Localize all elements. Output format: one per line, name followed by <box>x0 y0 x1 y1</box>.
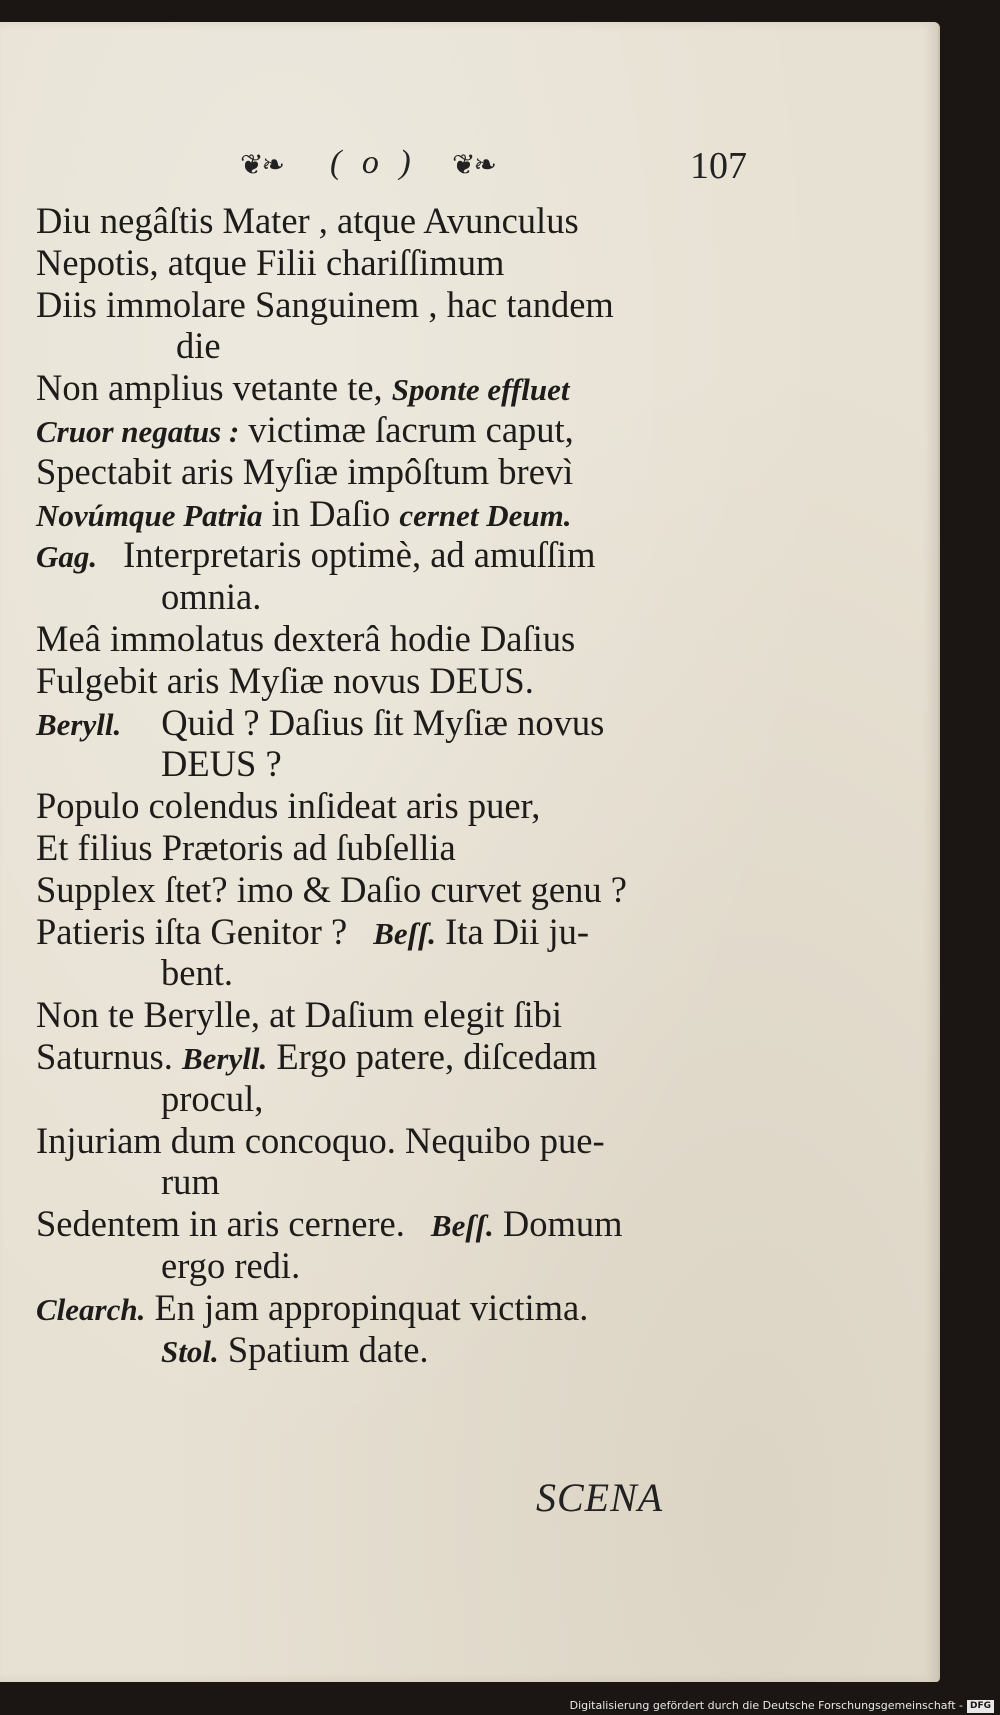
text-line: die <box>176 325 221 367</box>
text-line: procul, <box>161 1077 264 1119</box>
text-line: Nepotis, atque Filii chariſſimum <box>36 241 505 283</box>
text-line: Injuriam dum concoquo. Nequibo pue- <box>36 1119 605 1161</box>
speaker-label: Beryll. <box>36 706 122 742</box>
digitization-footer <box>0 1696 1000 1715</box>
text-line: Non amplius vetante te, Sponte effluet <box>36 367 570 409</box>
text-line: Diu negâſtis Mater , atque Avunculus <box>36 200 579 241</box>
text-line: Patieris iſta Genitor ? Beſſ. Ita Dii ju- <box>36 910 590 952</box>
text-line: ergo redi. <box>161 1244 301 1286</box>
speaker-label: Clearch. <box>36 1291 146 1327</box>
text-line: Non te Berylle, at Daſium elegit ſibi <box>36 994 563 1036</box>
dfg-logo-icon: DFG <box>967 1700 994 1713</box>
speaker-label: Stol. <box>161 1333 219 1369</box>
text-line: Stol. Spatium date. <box>161 1328 429 1370</box>
text-line: Gag. Interpretaris optimè, ad amuſſim <box>36 534 596 576</box>
text-line: Fulgebit aris Myſiæ novus DEUS. <box>36 659 534 701</box>
text-line: Clearch. En jam appropinquat victima. <box>36 1286 589 1328</box>
book-page <box>0 22 940 1682</box>
ornament-left: ❦❧ <box>240 150 283 181</box>
running-header <box>240 144 750 194</box>
speaker-label: Beſſ. <box>373 915 437 951</box>
footer-credit: Digitalisierung gefördert durch die Deutsche Forschungsgemeinschaft - <box>569 1699 963 1712</box>
page-number: 107 <box>690 145 747 187</box>
text-line: Saturnus. Beryll. Ergo patere, diſcedam <box>36 1035 597 1077</box>
catchword: SCENA <box>536 1475 664 1520</box>
header-parenthesis: ( o ) <box>330 144 417 181</box>
text-line: Novúmque Patria in Daſio cernet Deum. <box>36 492 572 534</box>
text-line: Beryll. Quid ? Daſius ſit Myſiæ novus <box>36 701 605 743</box>
text-line: Meâ immolatus dexterâ hodie Daſius <box>36 617 576 659</box>
text-line: Supplex ſtet? imo & Daſio curvet genu ? <box>36 868 627 910</box>
speaker-label: Beſſ. <box>430 1208 494 1244</box>
body-text <box>36 200 756 1370</box>
text-line: Populo colendus inſideat aris puer, <box>36 785 541 827</box>
text-line: bent. <box>161 952 233 994</box>
text-line: rum <box>161 1161 220 1203</box>
ornament-right: ❦❧ <box>452 150 495 181</box>
speaker-label: Beryll. <box>182 1040 268 1076</box>
text-line: Cruor negatus : victimæ ſacrum caput, <box>36 408 574 450</box>
text-line: Spectabit aris Myſiæ impôſtum brevì <box>36 450 574 492</box>
text-line: Et filius Prætoris ad ſubſellia <box>36 826 456 868</box>
speaker-label: Gag. <box>36 539 98 575</box>
text-line: omnia. <box>161 576 262 618</box>
text-line: DEUS ? <box>161 743 282 785</box>
text-line: Diis immolare Sanguinem , hac tandem <box>36 283 614 325</box>
text-line: Sedentem in aris cernere. Beſſ. Domum <box>36 1203 623 1245</box>
